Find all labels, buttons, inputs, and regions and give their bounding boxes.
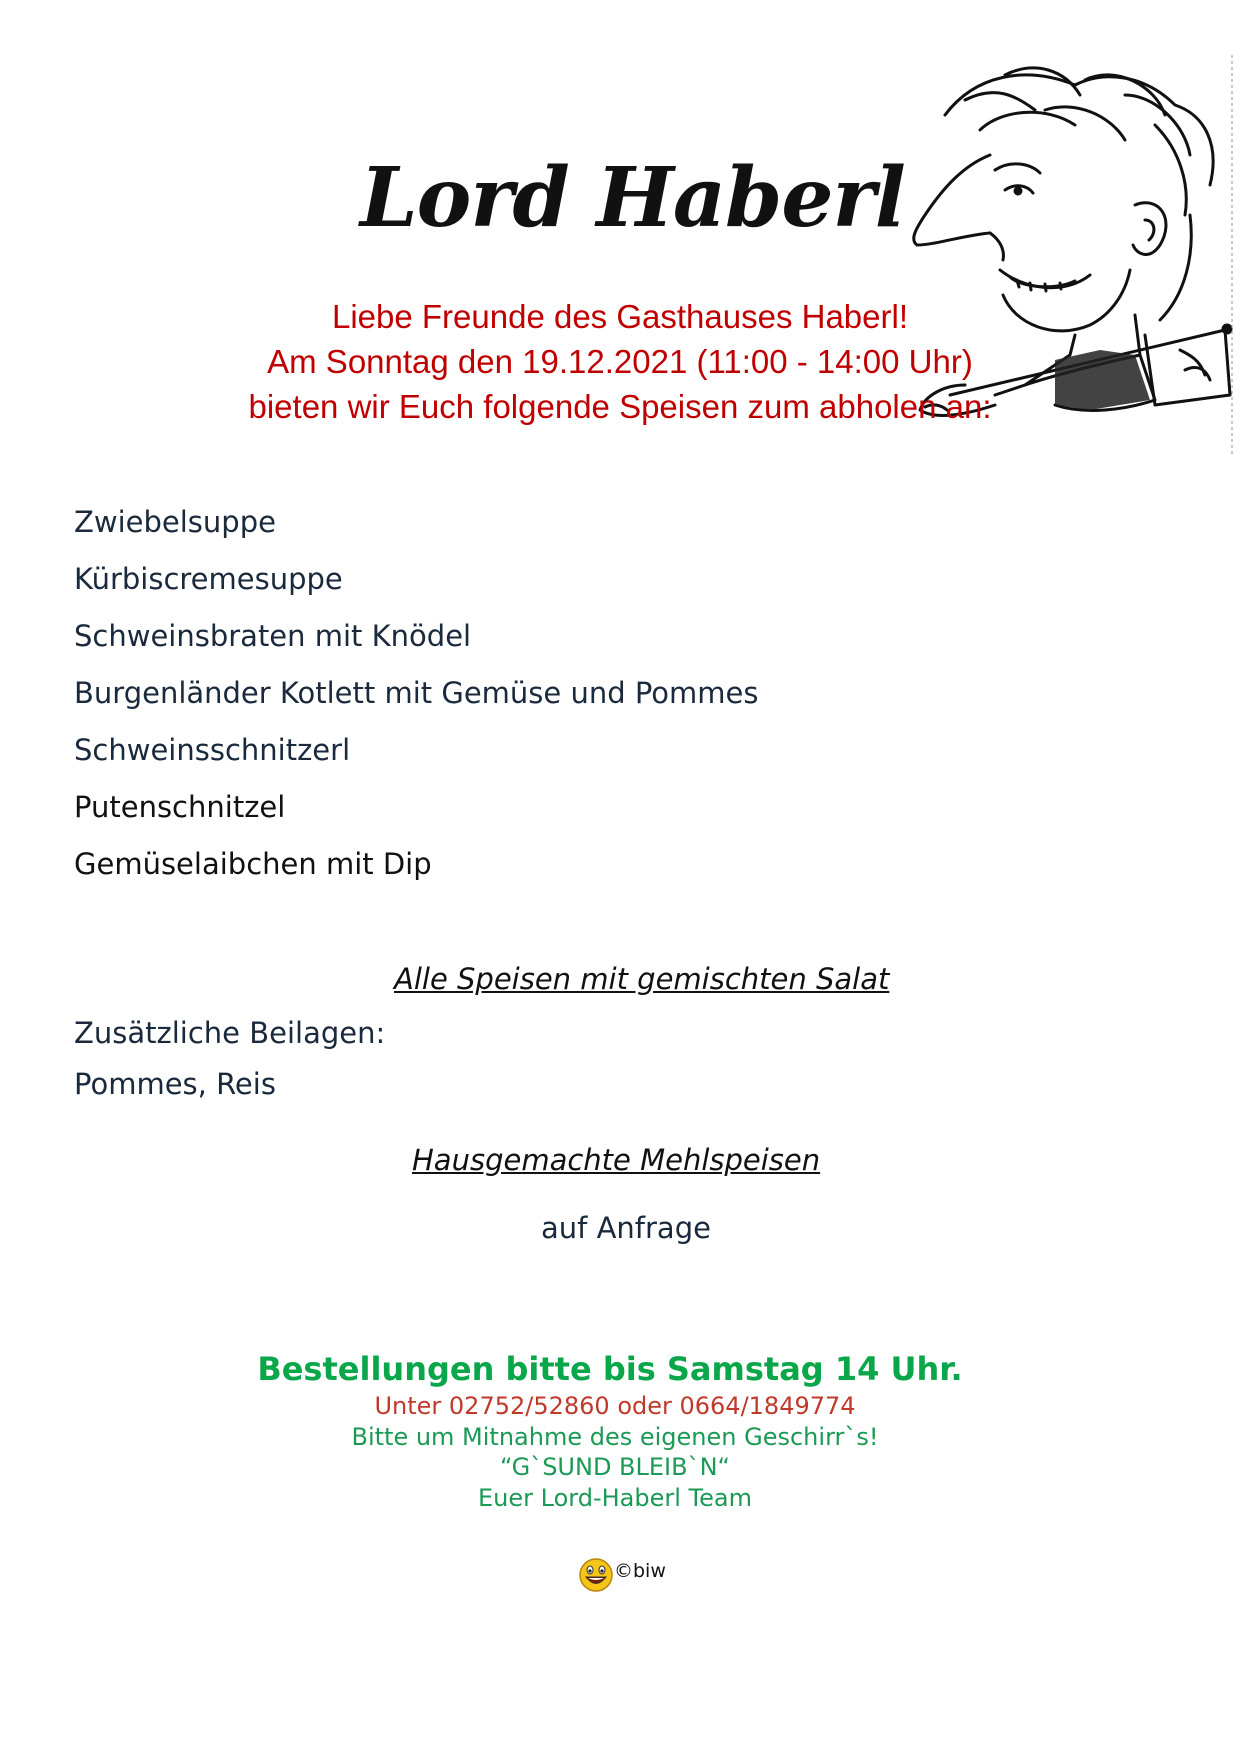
sides-value: Pommes, Reis <box>74 1067 276 1101</box>
greeting-line-2: Am Sonntag den 19.12.2021 (11:00 - 14:00 Uhr) <box>267 343 973 380</box>
menu-item-cutlet: Burgenländer Kotlett mit Gemüse und Pommes <box>74 676 759 710</box>
menu-item-turkey-schnitzel: Putenschnitzel <box>74 790 286 824</box>
order-farewell: “G`SUND BLEIB`N“ <box>500 1453 730 1481</box>
desserts-title: Hausgemachte Mehlspeisen <box>412 1143 821 1177</box>
menu-item-pumpkin-soup: Kürbiscremesuppe <box>74 562 343 596</box>
desserts-note: auf Anfrage <box>541 1211 711 1245</box>
menu-item-roast-pork: Schweinsbraten mit Knödel <box>74 619 472 653</box>
menu-item-veggie-patties: Gemüselaibchen mit Dip <box>74 847 432 881</box>
order-phone: Unter 02752/52860 oder 0664/1849774 <box>374 1392 856 1420</box>
sides-label: Zusätzliche Beilagen: <box>74 1016 386 1050</box>
smiley-icon <box>578 1557 614 1593</box>
logo-title: Lord Haberl <box>360 150 905 246</box>
salad-note: Alle Speisen mit gemischten Salat <box>394 962 890 996</box>
greeting-line-3: bieten wir Euch folgende Speisen zum abholen an: <box>248 388 992 425</box>
order-dishes-note: Bitte um Mitnahme des eigenen Geschirr`s! <box>351 1423 879 1451</box>
order-signature: Euer Lord-Haberl Team <box>478 1484 752 1512</box>
menu-item-pork-schnitzel: Schweinsschnitzerl <box>74 733 351 767</box>
copyright: ©biw <box>614 1560 666 1582</box>
order-headline: Bestellungen bitte bis Samstag 14 Uhr. <box>257 1350 963 1388</box>
menu-item-onion-soup: Zwiebelsuppe <box>74 505 276 539</box>
greeting-line-1: Liebe Freunde des Gasthauses Haberl! <box>331 298 909 335</box>
